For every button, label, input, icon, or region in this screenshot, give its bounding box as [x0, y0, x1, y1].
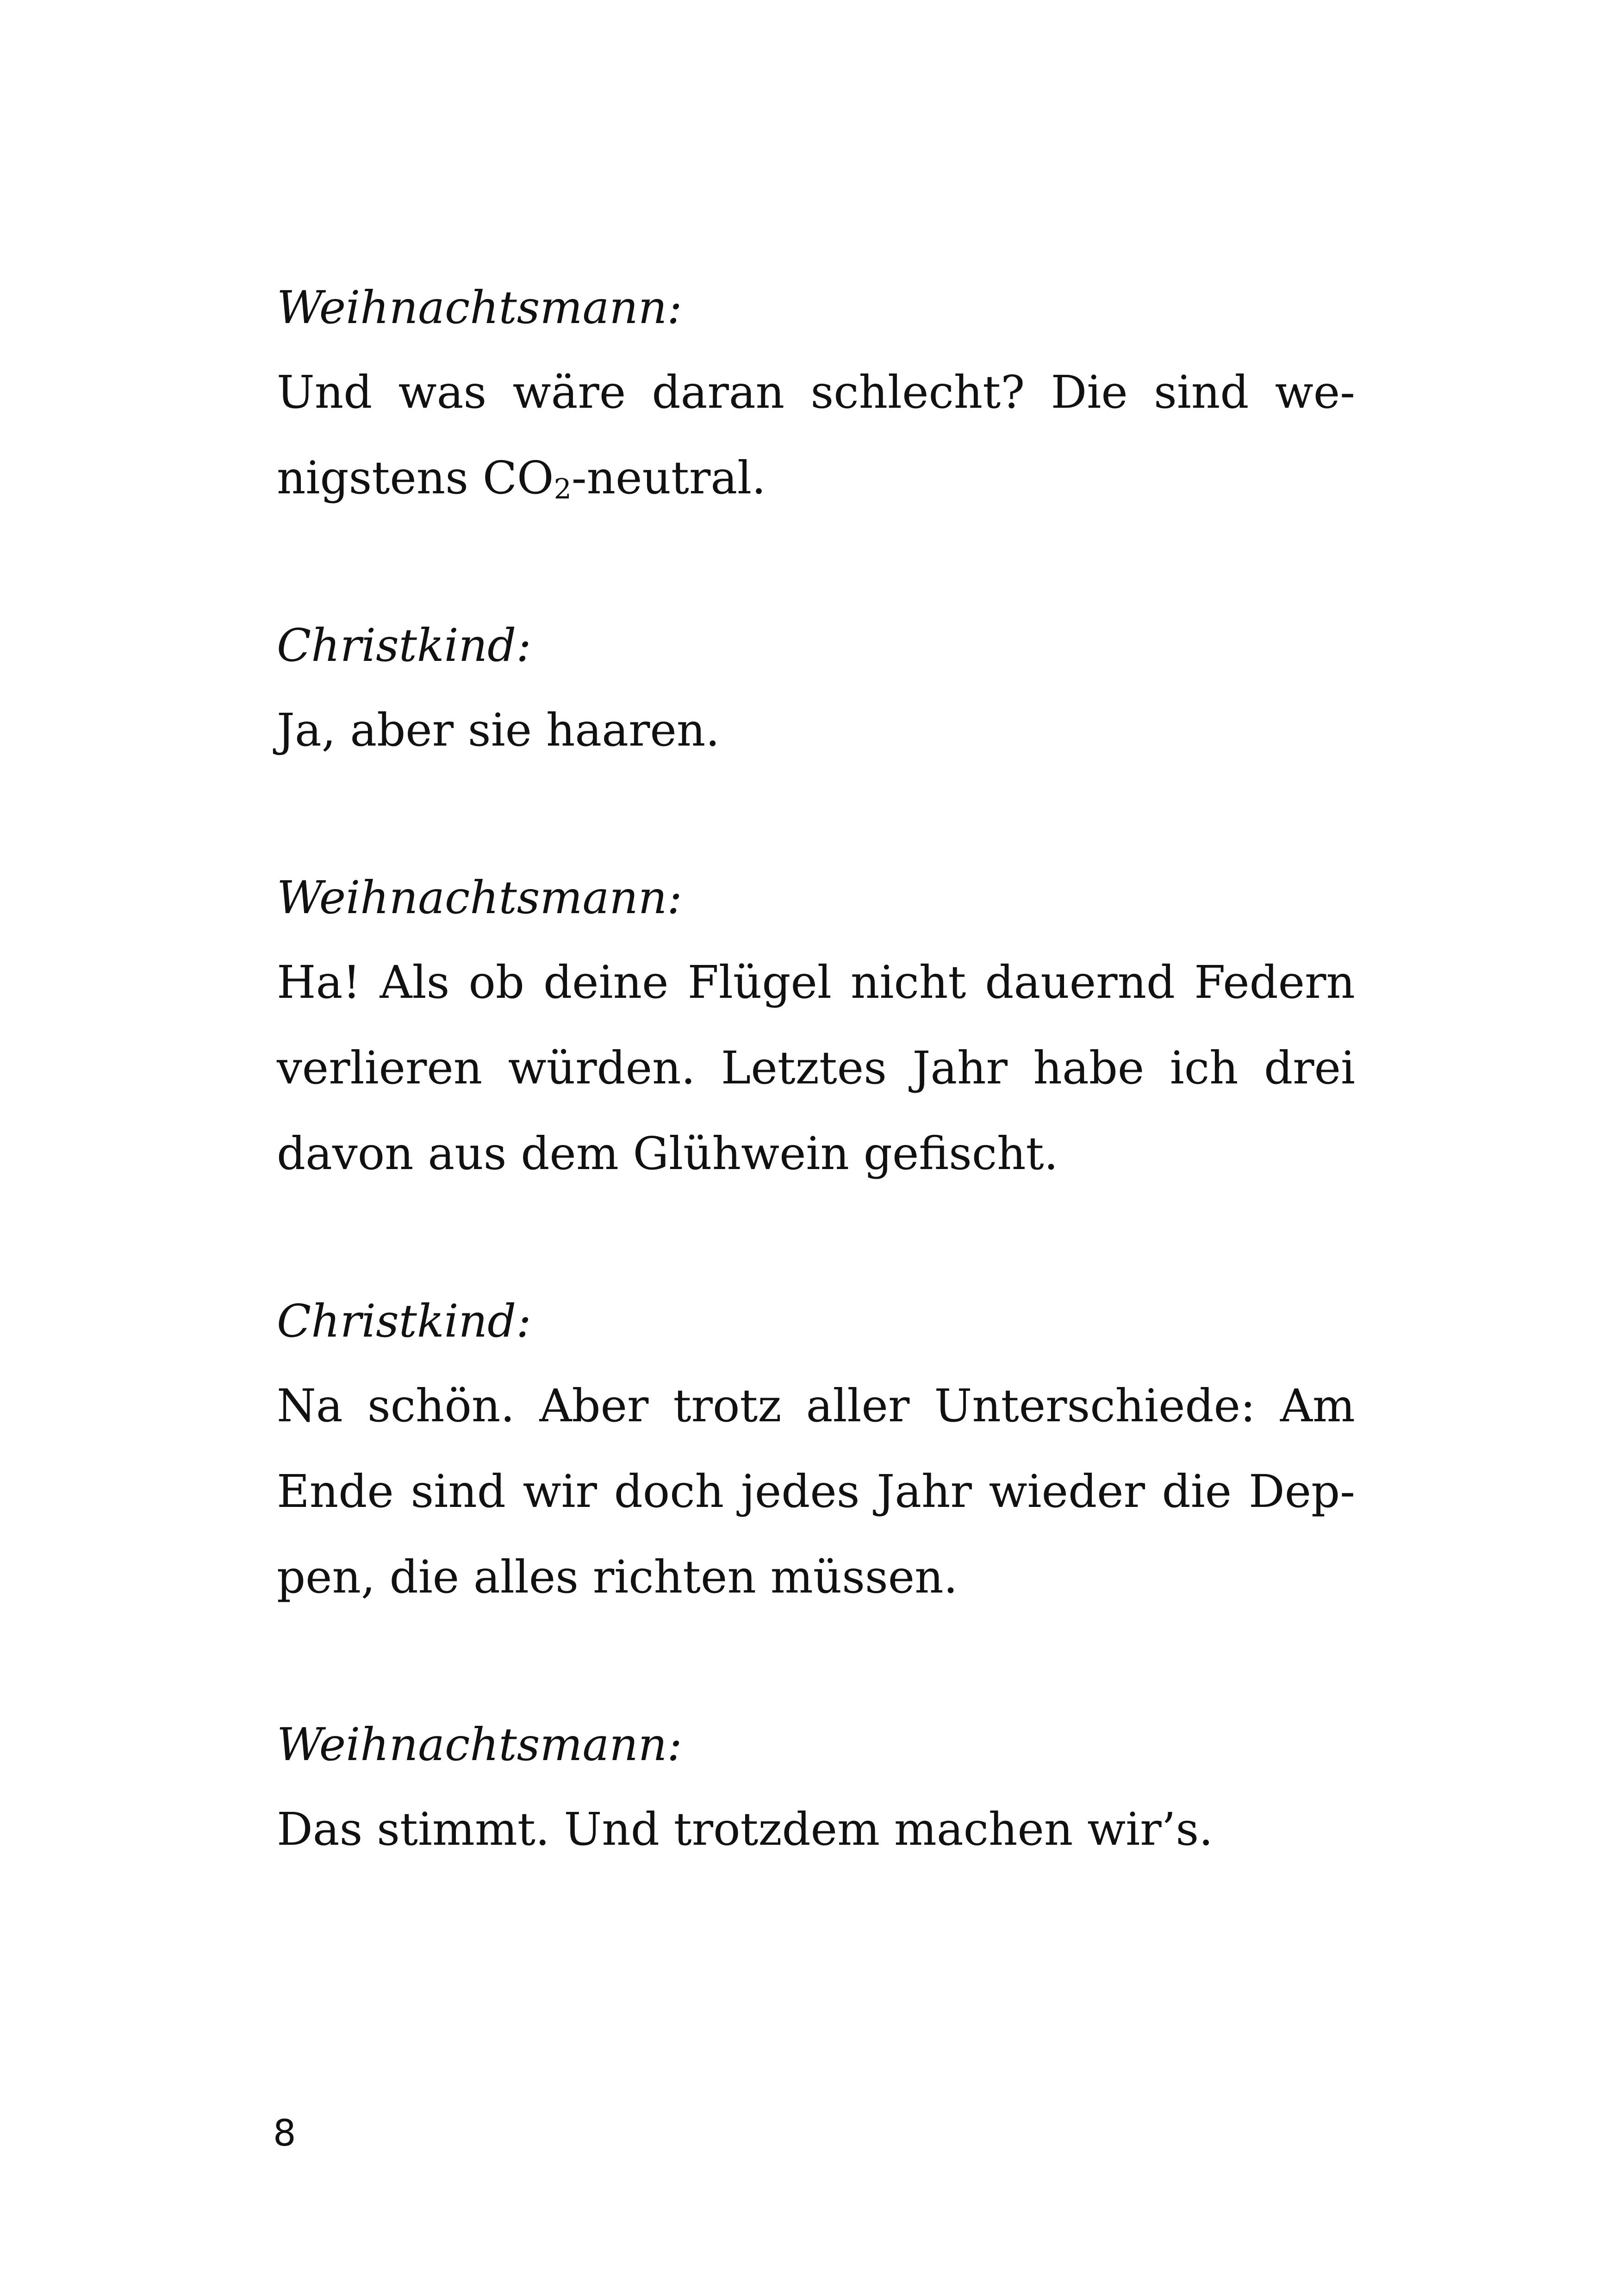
- speaker-name: Weihnachtsmann:: [277, 871, 682, 924]
- dialogue-block: [277, 1280, 1355, 1620]
- dialogue-line: Ja, aber sie haaren.: [277, 704, 720, 756]
- dialogue-block: [277, 856, 1355, 1196]
- dialogue-line: davon aus dem Glühwein gefischt.: [277, 1127, 1058, 1180]
- dialogue-line: [277, 435, 1355, 521]
- dialogue-line: Na schön. Aber trotz aller Unterschiede: Am: [277, 1380, 1355, 1432]
- dialogue-line: Das stimmt. Und trotzdem machen wir’s.: [277, 1803, 1214, 1855]
- dialogue-line: pen, die alles richten müssen.: [277, 1551, 958, 1603]
- paragraph-gap: [277, 1620, 1355, 1703]
- dialogue-line: Ha! Als ob deine Flügel nicht dauernd Federn: [277, 956, 1355, 1008]
- page-number: 8: [273, 2113, 296, 2154]
- paragraph-gap: [277, 521, 1355, 604]
- dialogue-text: [277, 266, 1355, 1872]
- paragraph-gap: [277, 773, 1355, 856]
- dialogue-line: verlieren würden. Letztes Jahr habe ich drei: [277, 1042, 1355, 1094]
- speaker-name: Weihnachtsmann:: [277, 281, 682, 334]
- speaker-name: Weihnachtsmann:: [277, 1718, 682, 1771]
- dialogue-line-part: nigstens CO: [277, 452, 554, 504]
- subscript-number: 2: [554, 473, 572, 505]
- paragraph-gap: [277, 1196, 1355, 1280]
- speaker-name: Christkind:: [277, 619, 531, 672]
- dialogue-line: Und was wäre daran schlecht? Die sind we-: [277, 366, 1355, 418]
- speaker-name: Christkind:: [277, 1295, 531, 1347]
- dialogue-block: [277, 266, 1355, 521]
- dialogue-line: Ende sind wir doch jedes Jahr wieder die Dep-: [277, 1465, 1355, 1518]
- dialogue-line-part: -neutral.: [571, 452, 766, 504]
- dialogue-block: [277, 1703, 1355, 1872]
- dialogue-block: [277, 604, 1355, 773]
